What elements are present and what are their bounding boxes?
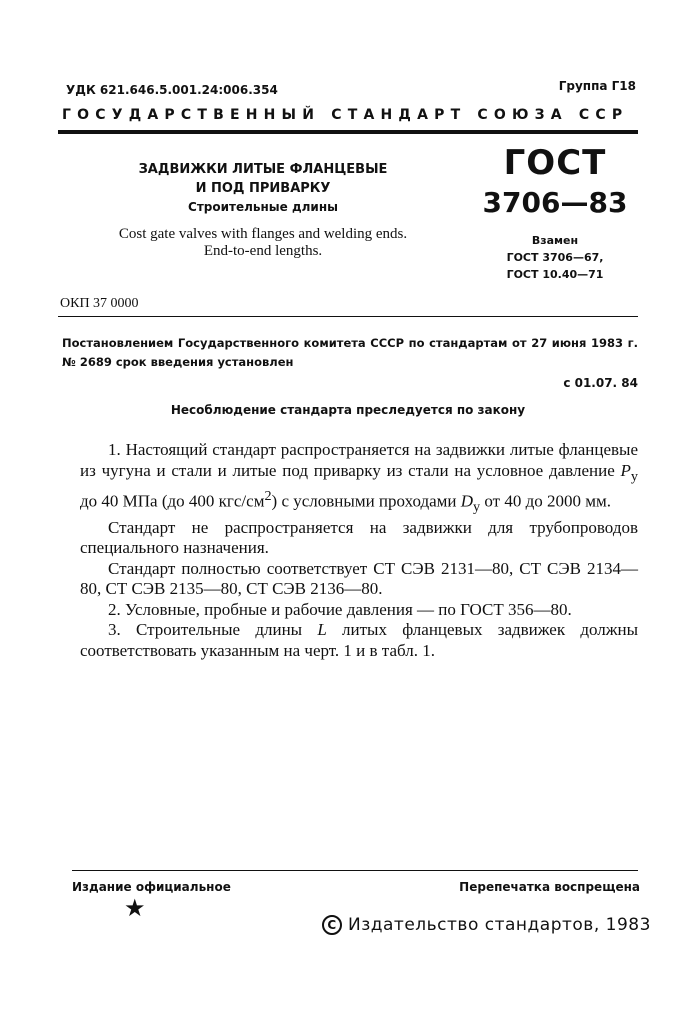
title-line-1: ЗАДВИЖКИ ЛИТЫЕ ФЛАНЦЕВЫЕ — [138, 162, 388, 177]
title-subtitle: Строительные длины — [188, 200, 338, 214]
copyright-icon: С — [322, 915, 342, 935]
star-icon: ★ — [124, 896, 146, 922]
law-notice: Несоблюдение стандарта преследуется по закону — [170, 403, 526, 417]
paragraph-3: Стандарт полностью соответствует СТ СЭВ 2131—80, СТ СЭВ 2134—80, СТ СЭВ 2135—80, СТ СЭВ 2136—80. — [80, 558, 638, 599]
middle-rule — [58, 316, 638, 317]
replaces-block — [470, 232, 640, 283]
pressure-subscript: у — [630, 467, 638, 484]
paragraph-1-part-a: 1. Настоящий стандарт распространяется на задвижки литые фланцевые из чугуна и стали и литые под приварку из стали на условное давление — [80, 440, 638, 480]
gost-label: ГОСТ — [503, 143, 607, 183]
publisher-text: Издательство стандартов, 1983 — [348, 915, 651, 935]
paragraph-1-part-d: от 40 до 2000 мм. — [480, 492, 611, 512]
diameter-symbol: D — [460, 492, 474, 512]
paragraph-5-part-a: 3. Строительные длины — [108, 620, 318, 640]
standard-banner: ГОСУДАРСТВЕННЫЙ СТАНДАРТ СОЮЗА ССР — [62, 107, 629, 123]
english-title-line-2: End-to-end lengths. — [203, 243, 323, 259]
bottom-rule — [72, 870, 638, 871]
udk-code: УДК 621.646.5.001.24:006.354 — [66, 83, 278, 97]
pressure-symbol: P — [620, 460, 631, 480]
decree-text: Постановлением Государственного комитета СССР по стандартам от 27 июня 1983 г. № 2689 срок введения установлен — [62, 336, 638, 369]
replaces-label: Взамен — [531, 234, 579, 247]
paragraph-2: Стандарт не распространяется на задвижки для трубопроводов специального назначения. — [80, 517, 638, 558]
top-rule — [58, 130, 638, 134]
paragraph-5 — [80, 620, 638, 661]
paragraph-1-part-b: до 40 МПа (до 400 кгс/см — [80, 492, 265, 512]
gost-number: 3706—83 — [482, 186, 628, 219]
group-code: Группа Г18 — [558, 79, 636, 93]
paragraph-1-part-c: ) с условными проходами — [271, 492, 461, 512]
reprint-notice: Перепечатка воспрещена — [459, 880, 640, 894]
diameter-subscript: у — [473, 499, 481, 516]
paragraph-5-part-b: литых фланцевых задвижек должны соответствовать указанным на черт. 1 и в табл. 1. — [80, 620, 639, 660]
english-title-line-1: Cost gate valves with flanges and welding ends. — [118, 226, 408, 242]
replaced-standard-1: ГОСТ 3706—67, — [506, 251, 604, 264]
title-block — [78, 160, 448, 260]
replaced-standard-2: ГОСТ 10.40—71 — [506, 268, 604, 281]
title-line-2: И ПОД ПРИВАРКУ — [195, 181, 331, 196]
introduction-date: с 01.07. 84 — [563, 376, 638, 390]
publisher-line — [322, 915, 651, 935]
english-title — [78, 226, 448, 260]
okp-code: ОКП 37 0000 — [60, 296, 139, 311]
body-text — [80, 440, 638, 661]
paragraph-4: 2. Условные, пробные и рабочие давления — по ГОСТ 356—80. — [108, 599, 572, 619]
paragraph-1 — [80, 440, 638, 518]
unit-superscript: 2 — [264, 488, 272, 505]
length-symbol: L — [317, 620, 327, 640]
official-edition: Издание официальное — [72, 880, 231, 894]
